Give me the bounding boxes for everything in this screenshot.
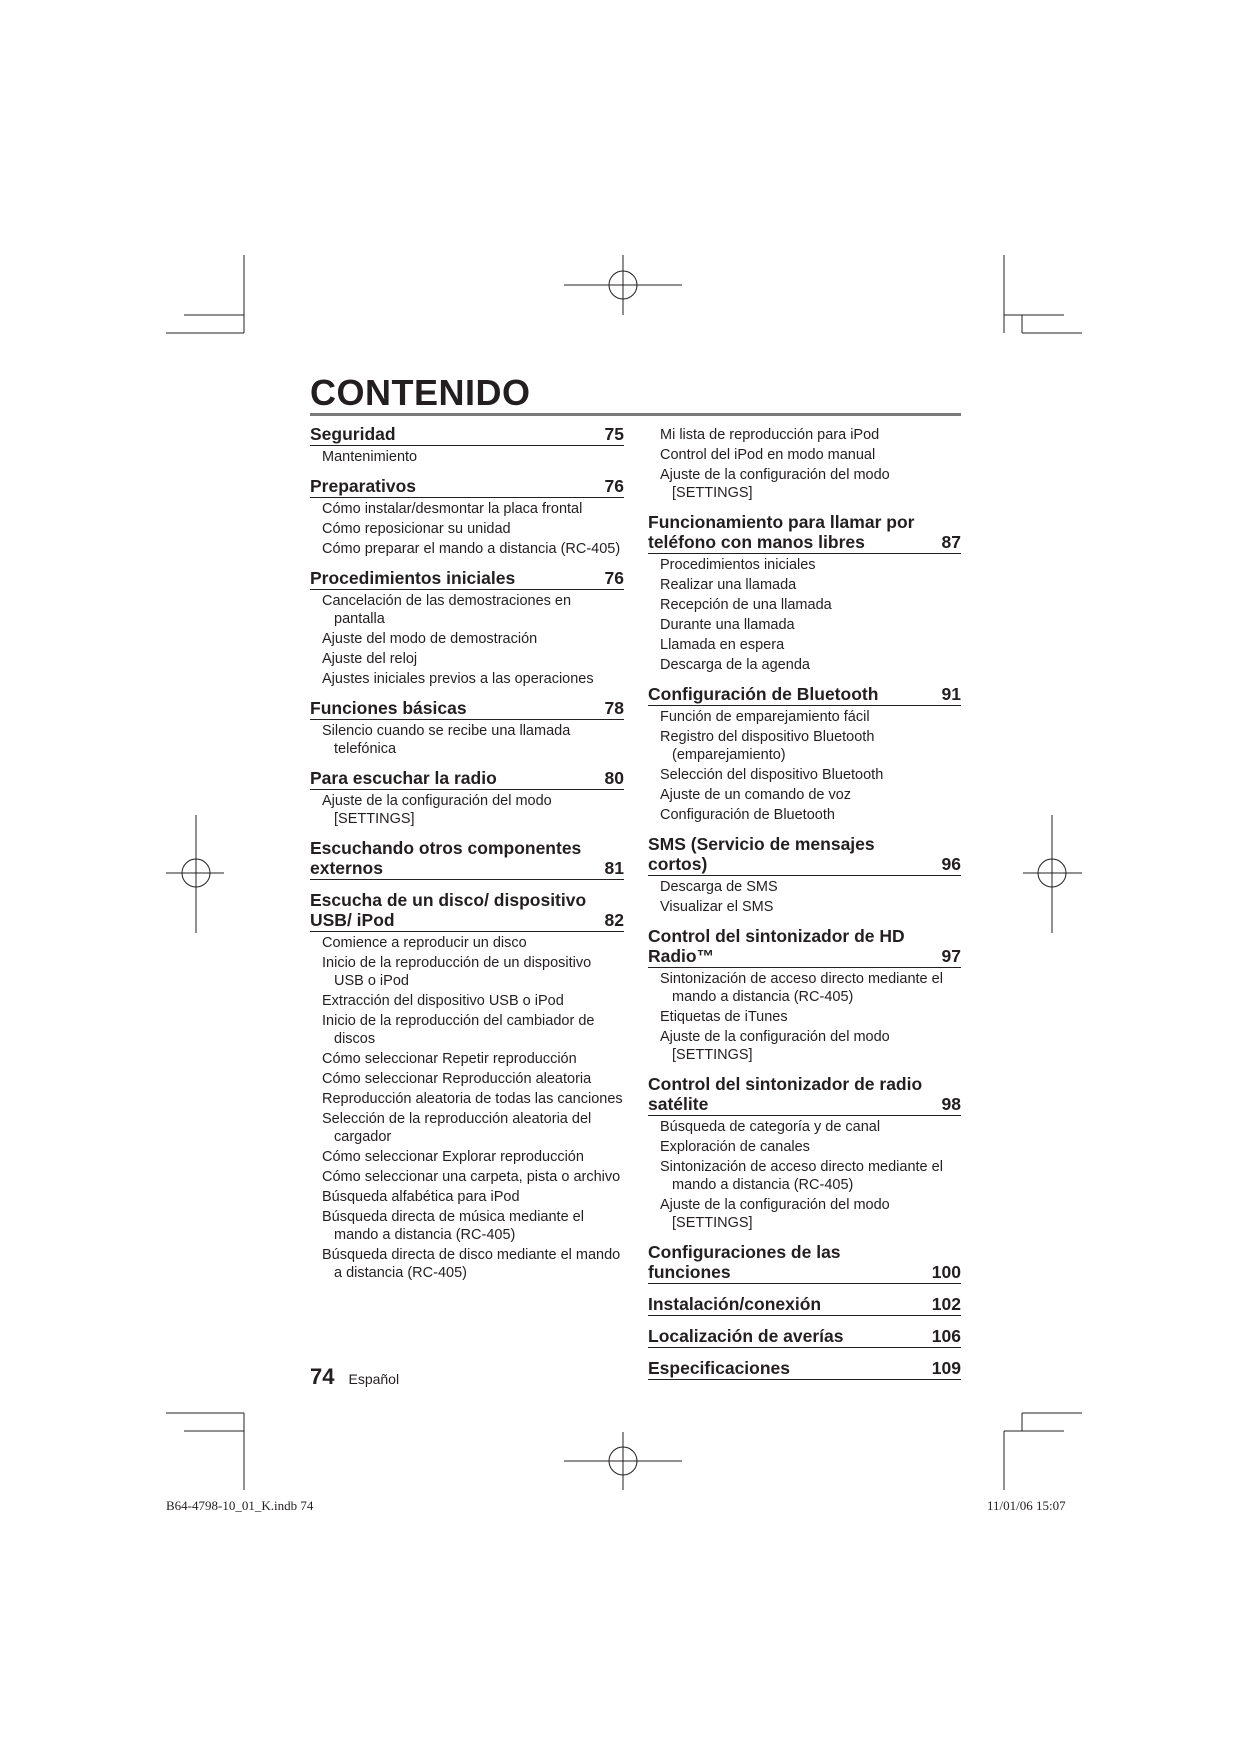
toc-heading[interactable] — [648, 1242, 961, 1284]
toc-page-number: 80 — [604, 768, 624, 788]
toc-item[interactable]: Etiquetas de iTunes — [660, 1009, 788, 1025]
toc-page-number: 100 — [931, 1262, 961, 1282]
toc-page-number: 96 — [941, 854, 961, 874]
page-number: 74 — [310, 1364, 335, 1389]
toc-heading[interactable] — [310, 698, 624, 720]
toc-heading-label: SMS (Servicio de mensajes cortos) — [648, 834, 875, 874]
toc-heading[interactable] — [310, 890, 624, 932]
toc-item[interactable]: Descarga de la agenda — [660, 657, 810, 673]
toc-item[interactable]: Procedimientos iniciales — [660, 557, 816, 573]
toc-page-number: 98 — [941, 1094, 961, 1114]
toc-section — [648, 926, 961, 1064]
toc-item[interactable]: Configuración de Bluetooth — [660, 807, 835, 823]
toc-item[interactable]: Ajuste de la configuración del modo [SETTINGS] — [660, 1197, 890, 1231]
toc-section — [648, 1358, 961, 1380]
toc-section — [310, 698, 624, 758]
toc-section — [648, 834, 961, 916]
toc-item[interactable]: Registro del dispositivo Bluetooth (emparejamiento) — [660, 729, 875, 763]
toc-item[interactable]: Ajuste de un comando de voz — [660, 787, 852, 803]
toc-heading-label: Seguridad — [310, 424, 396, 444]
print-slug-file: B64-4798-10_01_K.indb 74 — [166, 1498, 314, 1513]
toc-right-column — [648, 424, 961, 1390]
toc-item[interactable]: Sintonización de acceso directo mediante el mando a distancia (RC-405) — [660, 1159, 943, 1193]
toc-section — [310, 476, 624, 558]
toc-item[interactable]: Realizar una llamada — [660, 577, 797, 593]
toc-page-number: 75 — [604, 424, 624, 444]
toc-heading-label: Procedimientos iniciales — [310, 568, 516, 588]
toc-item[interactable]: Búsqueda directa de música mediante el mando a distancia (RC-405) — [322, 1209, 584, 1243]
toc-item[interactable]: Ajustes iniciales previos a las operaciones — [322, 671, 594, 687]
toc-section — [310, 768, 624, 828]
toc-item[interactable]: Descarga de SMS — [660, 879, 778, 895]
toc-heading-label: Instalación/conexión — [648, 1294, 822, 1314]
toc-section — [310, 424, 624, 466]
toc-heading[interactable] — [648, 1358, 961, 1380]
toc-section — [310, 568, 624, 688]
page-title: CONTENIDO — [310, 372, 531, 413]
toc-item[interactable]: Visualizar el SMS — [660, 899, 774, 915]
toc-heading-label: Escucha de un disco/ dispositivo USB/ iPod — [310, 890, 587, 930]
toc-item[interactable]: Comience a reproducir un disco — [322, 935, 527, 951]
toc-item[interactable]: Cómo preparar el mando a distancia (RC-405) — [322, 541, 621, 557]
toc-left-column — [310, 424, 624, 1292]
toc-item[interactable]: Inicio de la reproducción del cambiador de discos — [322, 1013, 595, 1047]
toc-heading[interactable] — [310, 768, 624, 790]
toc-heading[interactable] — [648, 1294, 961, 1316]
toc-page-number: 97 — [941, 946, 961, 966]
toc-item[interactable]: Ajuste del reloj — [322, 651, 418, 667]
toc-heading-label: Escuchando otros componentes externos — [310, 838, 582, 878]
toc-heading[interactable] — [310, 568, 624, 590]
toc-heading[interactable] — [648, 684, 961, 706]
toc-heading[interactable] — [310, 476, 624, 498]
toc-heading[interactable] — [648, 512, 961, 554]
toc-item[interactable]: Búsqueda directa de disco mediante el mando a distancia (RC-405) — [322, 1247, 621, 1281]
toc-item[interactable]: Ajuste del modo de demostración — [322, 631, 538, 647]
toc-page-number: 78 — [604, 698, 624, 718]
toc-item[interactable]: Cómo seleccionar Explorar reproducción — [322, 1149, 584, 1165]
toc-item[interactable]: Cómo seleccionar una carpeta, pista o archivo — [322, 1169, 621, 1185]
toc-heading[interactable] — [648, 1074, 961, 1116]
toc-heading-label: Para escuchar la radio — [310, 768, 497, 788]
toc-item[interactable]: Extracción del dispositivo USB o iPod — [322, 993, 564, 1009]
toc-page-number: 76 — [604, 568, 624, 588]
toc-section — [648, 1242, 961, 1284]
toc-heading-label: Especificaciones — [648, 1358, 791, 1378]
toc-item[interactable]: Cómo seleccionar Repetir reproducción — [322, 1051, 577, 1067]
toc-item[interactable]: Cancelación de las demostraciones en pantalla — [322, 593, 572, 627]
toc-item[interactable]: Recepción de una llamada — [660, 597, 832, 613]
toc-section — [648, 512, 961, 674]
toc-item[interactable]: Ajuste de la configuración del modo [SETTINGS] — [322, 793, 552, 827]
toc-item[interactable]: Mi lista de reproducción para iPod — [660, 427, 880, 443]
toc-heading-label: Funciones básicas — [310, 698, 467, 718]
toc-item[interactable]: Cómo seleccionar Reproducción aleatoria — [322, 1071, 592, 1087]
toc-item[interactable]: Ajuste de la configuración del modo [SETTINGS] — [660, 467, 890, 501]
toc-item[interactable]: Búsqueda alfabética para iPod — [322, 1189, 520, 1205]
toc-heading-label: Control del sintonizador de radio satélite — [648, 1074, 923, 1114]
page-footer — [310, 1364, 399, 1390]
toc-heading-label: Control del sintonizador de HD Radio™ — [648, 926, 905, 966]
toc-item[interactable]: Exploración de canales — [660, 1139, 810, 1155]
toc-item[interactable]: Cómo instalar/desmontar la placa frontal — [322, 501, 583, 517]
toc-item[interactable]: Control del iPod en modo manual — [660, 447, 876, 463]
toc-item[interactable]: Silencio cuando se recibe una llamada telefónica — [322, 723, 571, 757]
toc-item[interactable]: Ajuste de la configuración del modo [SETTINGS] — [660, 1029, 890, 1063]
toc-section — [310, 838, 624, 880]
toc-item[interactable]: Función de emparejamiento fácil — [660, 709, 870, 725]
toc-item[interactable]: Sintonización de acceso directo mediante el mando a distancia (RC-405) — [660, 971, 943, 1005]
toc-heading[interactable] — [310, 838, 624, 880]
toc-page-number: 91 — [941, 684, 961, 704]
toc-heading[interactable] — [648, 834, 961, 876]
toc-item[interactable]: Selección de la reproducción aleatoria del cargador — [322, 1111, 592, 1145]
toc-item[interactable]: Búsqueda de categoría y de canal — [660, 1119, 881, 1135]
toc-continued-items — [648, 426, 961, 502]
toc-heading-label: Configuraciones de las funciones — [648, 1242, 841, 1282]
toc-heading[interactable] — [648, 1326, 961, 1348]
toc-page-number: 109 — [931, 1358, 961, 1378]
print-slug-date: 11/01/06 15:07 — [987, 1498, 1066, 1513]
toc-page-number: 102 — [931, 1294, 961, 1314]
toc-section — [648, 1326, 961, 1348]
toc-heading-label: Configuración de Bluetooth — [648, 684, 879, 704]
toc-item[interactable]: Mantenimiento — [322, 449, 418, 465]
toc-section — [310, 890, 624, 1282]
toc-heading-label: Funcionamiento para llamar por teléfono con manos libres — [648, 512, 915, 552]
toc-item[interactable]: Inicio de la reproducción de un dispositivo USB o iPod — [322, 955, 592, 989]
toc-heading-label: Preparativos — [310, 476, 417, 496]
toc-heading-label: Localización de averías — [648, 1326, 844, 1346]
toc-item[interactable]: Durante una llamada — [660, 617, 795, 633]
toc-item[interactable]: Reproducción aleatoria de todas las canciones — [322, 1091, 623, 1107]
toc-heading[interactable] — [648, 926, 961, 968]
toc-page-number: 82 — [604, 910, 624, 930]
toc-item[interactable]: Cómo reposicionar su unidad — [322, 521, 511, 537]
page-language: Español — [348, 1371, 400, 1387]
toc-section — [648, 1074, 961, 1232]
toc-page-number: 81 — [604, 858, 624, 878]
toc-section — [648, 1294, 961, 1316]
toc-section — [648, 684, 961, 824]
toc-item[interactable]: Selección del dispositivo Bluetooth — [660, 767, 884, 783]
toc-page-number: 87 — [941, 532, 961, 552]
title-rule — [310, 413, 961, 416]
toc-heading[interactable] — [310, 424, 624, 446]
toc-page-number: 106 — [931, 1326, 961, 1346]
toc-item[interactable]: Llamada en espera — [660, 637, 785, 653]
toc-page-number: 76 — [604, 476, 624, 496]
